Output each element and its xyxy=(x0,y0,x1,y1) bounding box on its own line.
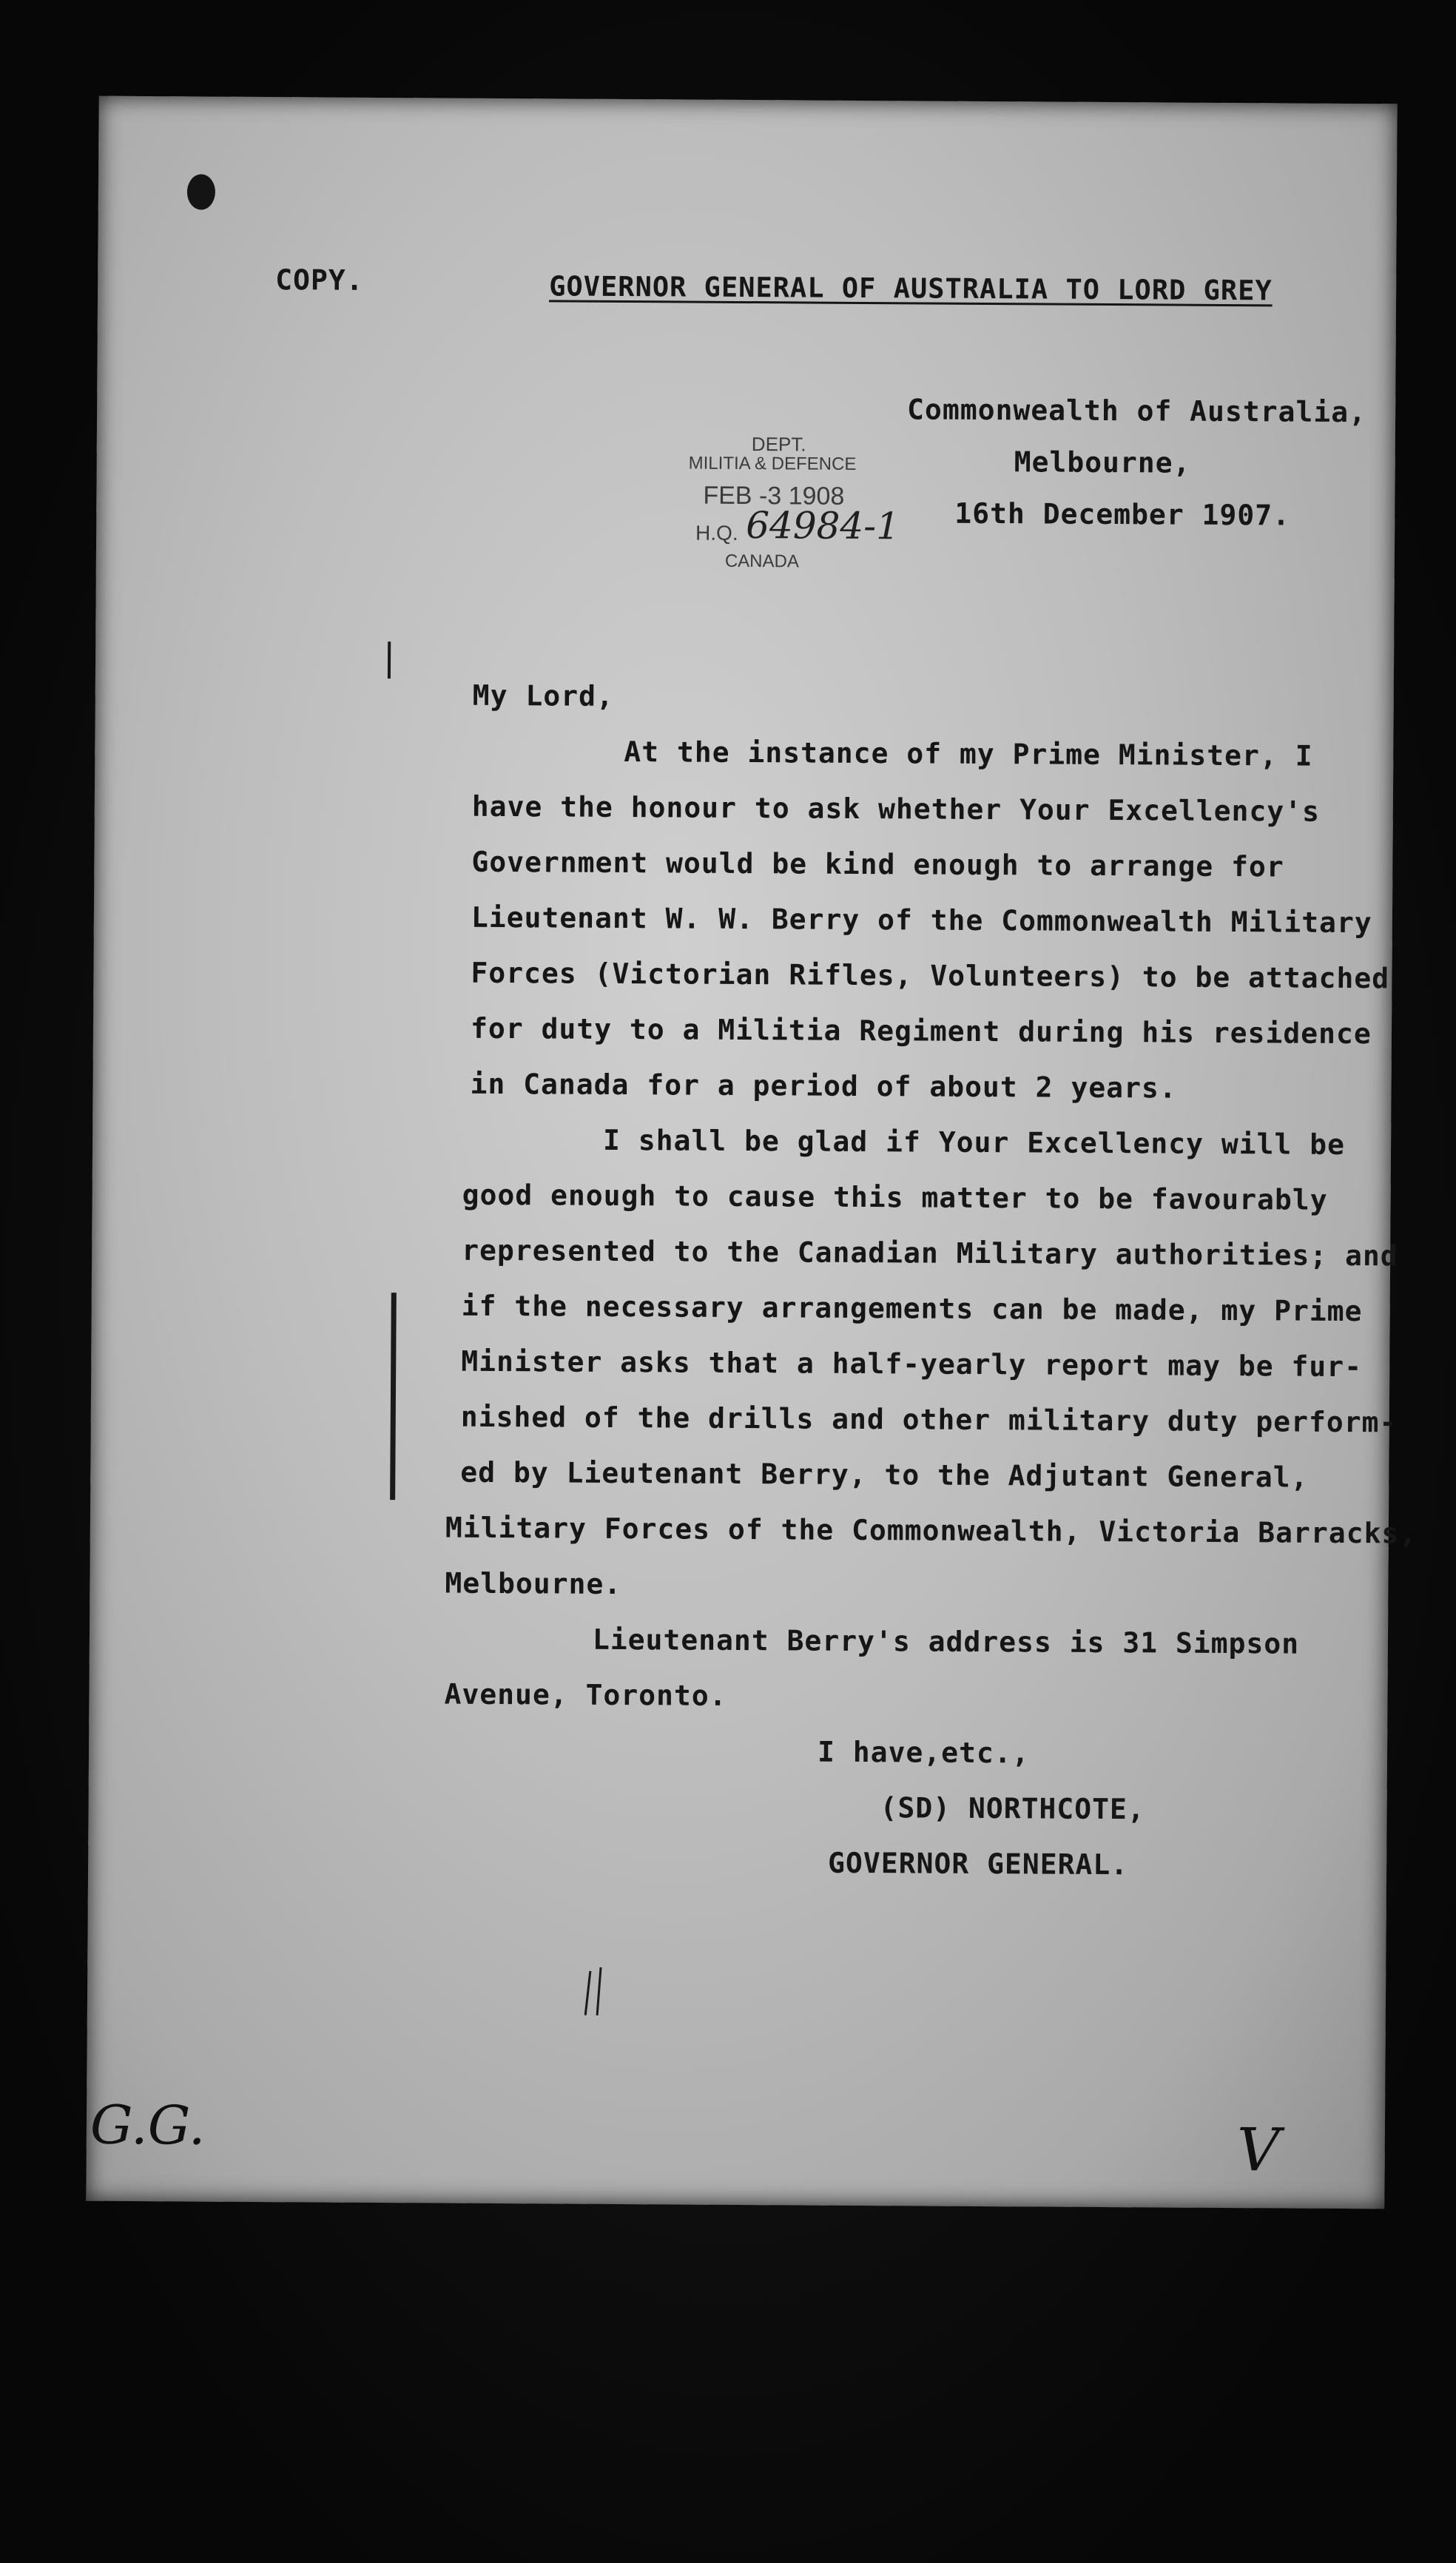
address-line-2: Melbourne, xyxy=(1014,445,1191,479)
punch-hole xyxy=(187,174,215,209)
margin-sideline xyxy=(390,1293,397,1500)
document-heading: GOVERNOR GENERAL OF AUSTRALIA TO LORD GREY xyxy=(549,270,1273,307)
stamp-line-2: MILITIA & DEFENCE xyxy=(688,453,857,474)
closing-title: GOVERNOR GENERAL. xyxy=(828,1846,1129,1882)
paragraph-2-line-7: ed by Lieutenant Berry, to the Adjutant General, xyxy=(460,1455,1309,1494)
paragraph-1-line-2: have the honour to ask whether Your Excellency's xyxy=(471,789,1321,828)
stamp-date: FEB -3 1908 xyxy=(703,481,845,511)
document-page xyxy=(86,96,1418,2209)
paragraph-1-line-3: Government would be kind enough to arrange for xyxy=(471,845,1284,883)
paragraph-2-line-3: represented to the Canadian Military authorities; and xyxy=(462,1233,1398,1273)
paragraph-2-line-5: Minister asks that a half-yearly report may be fur- xyxy=(461,1344,1363,1384)
margin-tick xyxy=(388,641,391,678)
stamp-country: CANADA xyxy=(724,550,799,572)
received-stamp xyxy=(658,432,933,589)
paragraph-1-line-1: At the instance of my Prime Minister, I xyxy=(624,735,1313,772)
address-date: 16th December 1907. xyxy=(954,496,1291,532)
paragraph-1-line-7: in Canada for a period of about 2 years. xyxy=(470,1067,1177,1105)
handwritten-mark-right: V xyxy=(1236,2115,1280,2185)
paragraph-2-line-1: I shall be glad if Your Excellency will be xyxy=(602,1123,1346,1161)
paragraph-1-line-4: Lieutenant W. W. Berry of the Commonwealth Military xyxy=(471,900,1372,940)
paragraph-2-line-9: Melbourne. xyxy=(445,1566,622,1601)
salutation: My Lord, xyxy=(472,678,614,713)
paragraph-3-line-2: Avenue, Toronto. xyxy=(444,1677,727,1712)
paragraph-1-line-6: for duty to a Militia Regiment during his residence xyxy=(470,1011,1372,1051)
stamp-hq-number: 64984-1 xyxy=(745,504,900,548)
handwritten-initials-left: G.G. xyxy=(90,2093,206,2157)
paragraph-2-line-4: if the necessary arrangements can be made, my Prime xyxy=(461,1289,1363,1328)
address-line-1: Commonwealth of Australia, xyxy=(907,393,1367,429)
pencil-tick-1 xyxy=(584,1971,592,2015)
copy-label: COPY. xyxy=(275,263,364,297)
stamp-line-1: DEPT. xyxy=(751,433,806,456)
closing-line-1: I have,etc., xyxy=(817,1735,1030,1770)
paragraph-1-line-5: Forces (Victorian Rifles, Volunteers) to be attached xyxy=(471,956,1390,995)
pencil-tick-2 xyxy=(596,1967,602,2015)
paragraph-2-line-8: Military Forces of the Commonwealth, Victoria Barracks, xyxy=(445,1511,1418,1550)
paragraph-2-line-6: nished of the drills and other military duty perform- xyxy=(460,1400,1398,1439)
paragraph-3-line-1: Lieutenant Berry's address is 31 Simpson xyxy=(592,1623,1300,1660)
paragraph-2-line-2: good enough to cause this matter to be favourably xyxy=(462,1178,1328,1216)
closing-signature: (SD) NORTHCOTE, xyxy=(880,1791,1145,1826)
stamp-hq-prefix: H.Q. xyxy=(695,521,738,545)
